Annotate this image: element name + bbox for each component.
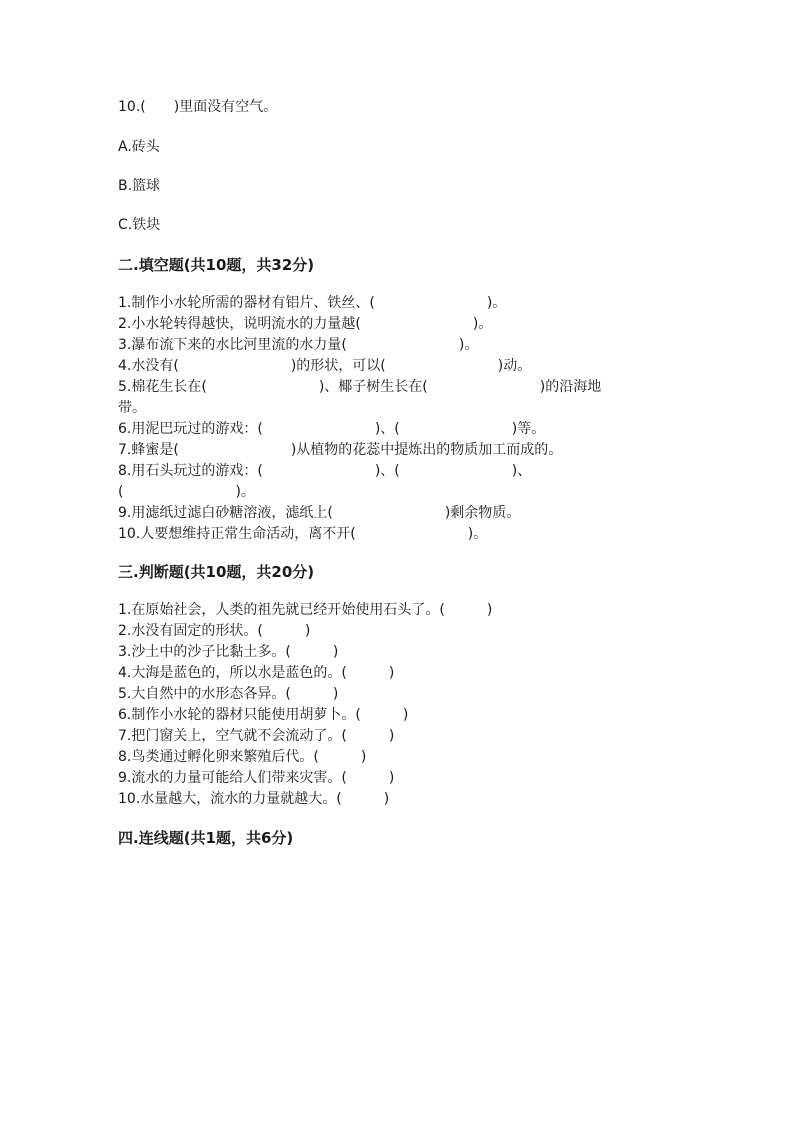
judge-line: 2.水没有固定的形状。( ) — [118, 623, 311, 639]
option-c: C.铁块 — [118, 217, 161, 233]
section-2-title: 二.填空题(共10题，共32分) — [118, 256, 315, 274]
judge-line: 7.把门窗关上，空气就不会流动了。( ) — [118, 728, 395, 744]
fill-line: 5.棉花生长在( )、椰子树生长在( )的沿海地 — [118, 379, 602, 395]
judge-line: 4.大海是蓝色的，所以水是蓝色的。( ) — [118, 665, 395, 681]
fill-line: 7.蜂蜜是( )从植物的花蕊中提炼出的物质加工而成的。 — [118, 442, 563, 458]
section-3-title: 三.判断题(共10题，共20分) — [118, 563, 315, 581]
option-a: A.砖头 — [118, 139, 160, 155]
fill-line: 4.水没有( )的形状，可以( )动。 — [118, 358, 532, 374]
fill-line: 带。 — [118, 400, 146, 416]
judge-line: 3.沙土中的沙子比黏土多。( ) — [118, 644, 339, 660]
judge-line: 1.在原始社会，人类的祖先就已经开始使用石头了。( ) — [118, 602, 493, 618]
fill-line: 8.用石头玩过的游戏：( )、( )、 — [118, 463, 532, 479]
judge-line: 6.制作小水轮的器材只能使用胡萝卜。( ) — [118, 707, 409, 723]
judge-line: 8.鸟类通过孵化卵来繁殖后代。( ) — [118, 749, 367, 765]
section-4-title: 四.连线题(共1题，共6分) — [118, 829, 294, 847]
fill-line: 1.制作小水轮所需的器材有铝片、铁丝、( )。 — [118, 295, 507, 311]
question-10-stem: 10.( )里面没有空气。 — [118, 99, 278, 115]
fill-line: 6.用泥巴玩过的游戏：( )、( )等。 — [118, 421, 546, 437]
fill-line: 3.瀑布流下来的水比河里流的水力量( )。 — [118, 337, 479, 353]
option-b: B.篮球 — [118, 178, 161, 194]
fill-line: 9.用滤纸过滤白砂糖溶液，滤纸上( )剩余物质。 — [118, 505, 521, 521]
fill-line: 2.小水轮转得越快，说明流水的力量越( )。 — [118, 316, 493, 332]
judge-line: 9.流水的力量可能给人们带来灾害。( ) — [118, 770, 395, 786]
judge-line: 10.水量越大，流水的力量就越大。( ) — [118, 791, 390, 807]
fill-line: 10.人要想维持正常生命活动，离不开( )。 — [118, 526, 488, 542]
fill-line: ( )。 — [118, 484, 255, 500]
judge-line: 5.大自然中的水形态各异。( ) — [118, 686, 339, 702]
